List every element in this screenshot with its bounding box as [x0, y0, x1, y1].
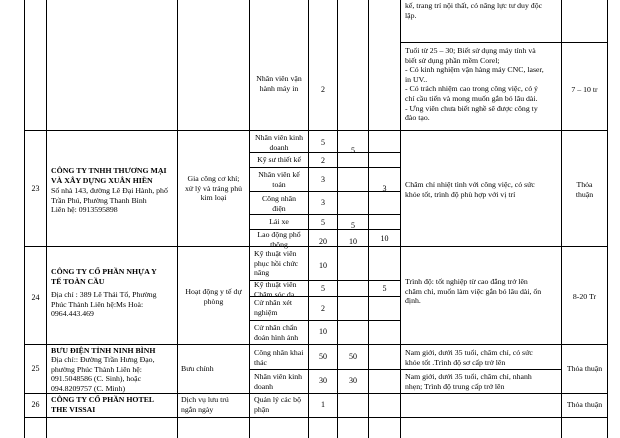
grid-line — [368, 0, 369, 438]
position-title: Nhân viên kế toán — [258, 170, 300, 189]
grid-line — [249, 214, 400, 215]
grid-line — [400, 0, 401, 438]
company-info: Địa chỉ : 389 Lê Thái Tổ, Phường Phúc Thành Liên hệ:Ms Hoà: 0964.443.469 — [51, 290, 157, 319]
salary-cell: Thỏa thuận — [575, 180, 594, 199]
company-name: CÔNG TY TNHH THƯƠNG MẠI VÀ XÂY DỰNG XUÂN HIỀN — [51, 166, 167, 185]
grid-line — [24, 417, 608, 418]
quantity-female: 30 — [349, 376, 357, 385]
salary-cell: 8-20 Tr — [572, 292, 597, 301]
industry-cell: Bưu chính — [181, 364, 214, 373]
requirements-cell: Trình độ: tốt nghiệp từ cao đẳng trở lên chăm chỉ, muốn làm việc gắn bó lâu dài, ổn định. — [405, 277, 542, 306]
grid-line — [24, 130, 608, 131]
company-info: Địa chỉ:: Đường Trần Hưng Đạo, phường Phúc Thành Liên hệ: 091.5048586 (C. Sinh), hoặc 094.8209757 (C. Minh) — [51, 355, 155, 393]
position-title: Kỹ thuật viên Chăm sóc da — [254, 280, 297, 299]
row-number: 24 — [31, 293, 40, 302]
grid-line — [46, 0, 47, 438]
quantity-female: 5 — [351, 221, 355, 230]
row-number: 26 — [31, 400, 40, 409]
quantity-total: 5 — [321, 284, 325, 293]
quantity-total: 1 — [321, 400, 325, 409]
company-name: CÔNG TY CỔ PHẦN NHỰA Y TẾ TOÀN CẦU — [51, 267, 157, 286]
grid-line — [249, 369, 561, 370]
grid-line — [24, 344, 608, 345]
position-title: Nhân viên kinh doanh — [254, 133, 304, 152]
requirements-cell: Nam giới, dưới 35 tuổi, chăm chỉ, có sức khỏe tốt .Trình độ sơ cấp trở lên — [405, 348, 533, 367]
company-name: CÔNG TY CỔ PHẦN HOTEL THE VISSAI — [51, 395, 155, 414]
quantity-total: 3 — [321, 175, 325, 184]
requirements-cell: Tuổi từ 25 – 30; Biết sử dụng máy tính và biết sử dụng phần mềm Corel; - Có kinh nghiệm vận hàng máy CNC, laser, in UV.. - Có trách nhiệm cao trong công việc, có ý chí cầu tiến và mong muốn gắn bó lâu dài. - Ưng viên chưa biết nghề sẽ được công ty đào tạo. — [405, 46, 544, 123]
requirements-cell: Nam giới, dưới 35 tuổi, chăm chỉ, nhanh nhẹn; Trình độ trung cấp trở lên — [405, 372, 532, 391]
position-title: Nhân viên vận hành máy in — [256, 74, 302, 93]
grid-line — [24, 246, 608, 247]
row-number: 23 — [31, 184, 40, 193]
job-table — [24, 0, 608, 438]
quantity-total: 30 — [319, 376, 327, 385]
position-title: Lái xe — [269, 217, 289, 226]
grid-line — [337, 0, 338, 438]
quantity-female: 10 — [349, 237, 357, 246]
quantity-total: 50 — [319, 352, 327, 361]
quantity-total: 2 — [321, 304, 325, 313]
position-title: Quản lý các bộ phận — [254, 395, 301, 414]
quantity-total: 5 — [321, 138, 325, 147]
grid-line — [249, 320, 400, 321]
quantity-total: 5 — [321, 218, 325, 227]
quantity-trained: 10 — [380, 234, 389, 243]
position-title: Kỹ thuật viên phục hồi chức năng — [254, 249, 299, 278]
quantity-total: 2 — [321, 156, 325, 165]
company-name: BƯU ĐIỆN TỈNH NINH BÌNH — [51, 346, 156, 355]
grid-line — [249, 0, 250, 438]
quantity-female: 50 — [349, 352, 357, 361]
salary-cell: 7 – 10 tr — [571, 85, 598, 94]
position-title: Cử nhân xét nghiệm — [254, 298, 293, 317]
quantity-female: 5 — [351, 146, 355, 155]
salary-cell: Thỏa thuận — [566, 364, 603, 373]
requirements-cell: kế, trang trí nội thất, có năng lực tư duy độc lập. — [405, 1, 543, 20]
position-title: Lao động phổ thông — [257, 230, 301, 249]
quantity-trained: 3 — [382, 184, 387, 193]
industry-cell: Gia công cơ khí; xử lý và tráng phủ kim loại — [184, 174, 243, 203]
grid-line — [400, 42, 608, 43]
salary-cell: Thỏa thuận — [566, 400, 603, 409]
position-title: Cử nhân chẩn đoán hình ảnh — [254, 323, 299, 342]
quantity-total: 10 — [319, 327, 327, 336]
grid-line — [177, 0, 178, 438]
grid-line — [249, 167, 400, 168]
industry-cell: Dịch vụ lưu trú ngắn ngày — [181, 395, 229, 414]
position-title: Công nhân khai thác — [254, 348, 304, 367]
row-number: 25 — [31, 364, 40, 373]
quantity-total: 2 — [321, 85, 325, 94]
quantity-total: 10 — [319, 261, 327, 270]
position-title: Kỹ sư thiết kế — [257, 155, 301, 164]
quantity-trained: 5 — [382, 284, 387, 293]
position-title: Công nhân điện — [261, 194, 296, 213]
requirements-cell: Chăm chỉ nhiệt tình với công việc, có sức khỏe tốt, trình độ phù hợp với vị trí — [405, 180, 535, 199]
industry-cell: Hoạt động y tế dự phòng — [185, 287, 242, 306]
quantity-total: 3 — [321, 198, 325, 207]
grid-line — [607, 0, 608, 438]
quantity-total: 20 — [319, 237, 327, 246]
position-title: Nhân viên kinh doanh — [254, 372, 303, 391]
company-info: Số nhà 143, đường Lê Đại Hành, phố Trần Phú, Phường Thanh Bình Liên hệ: 0913595898 — [51, 186, 168, 215]
